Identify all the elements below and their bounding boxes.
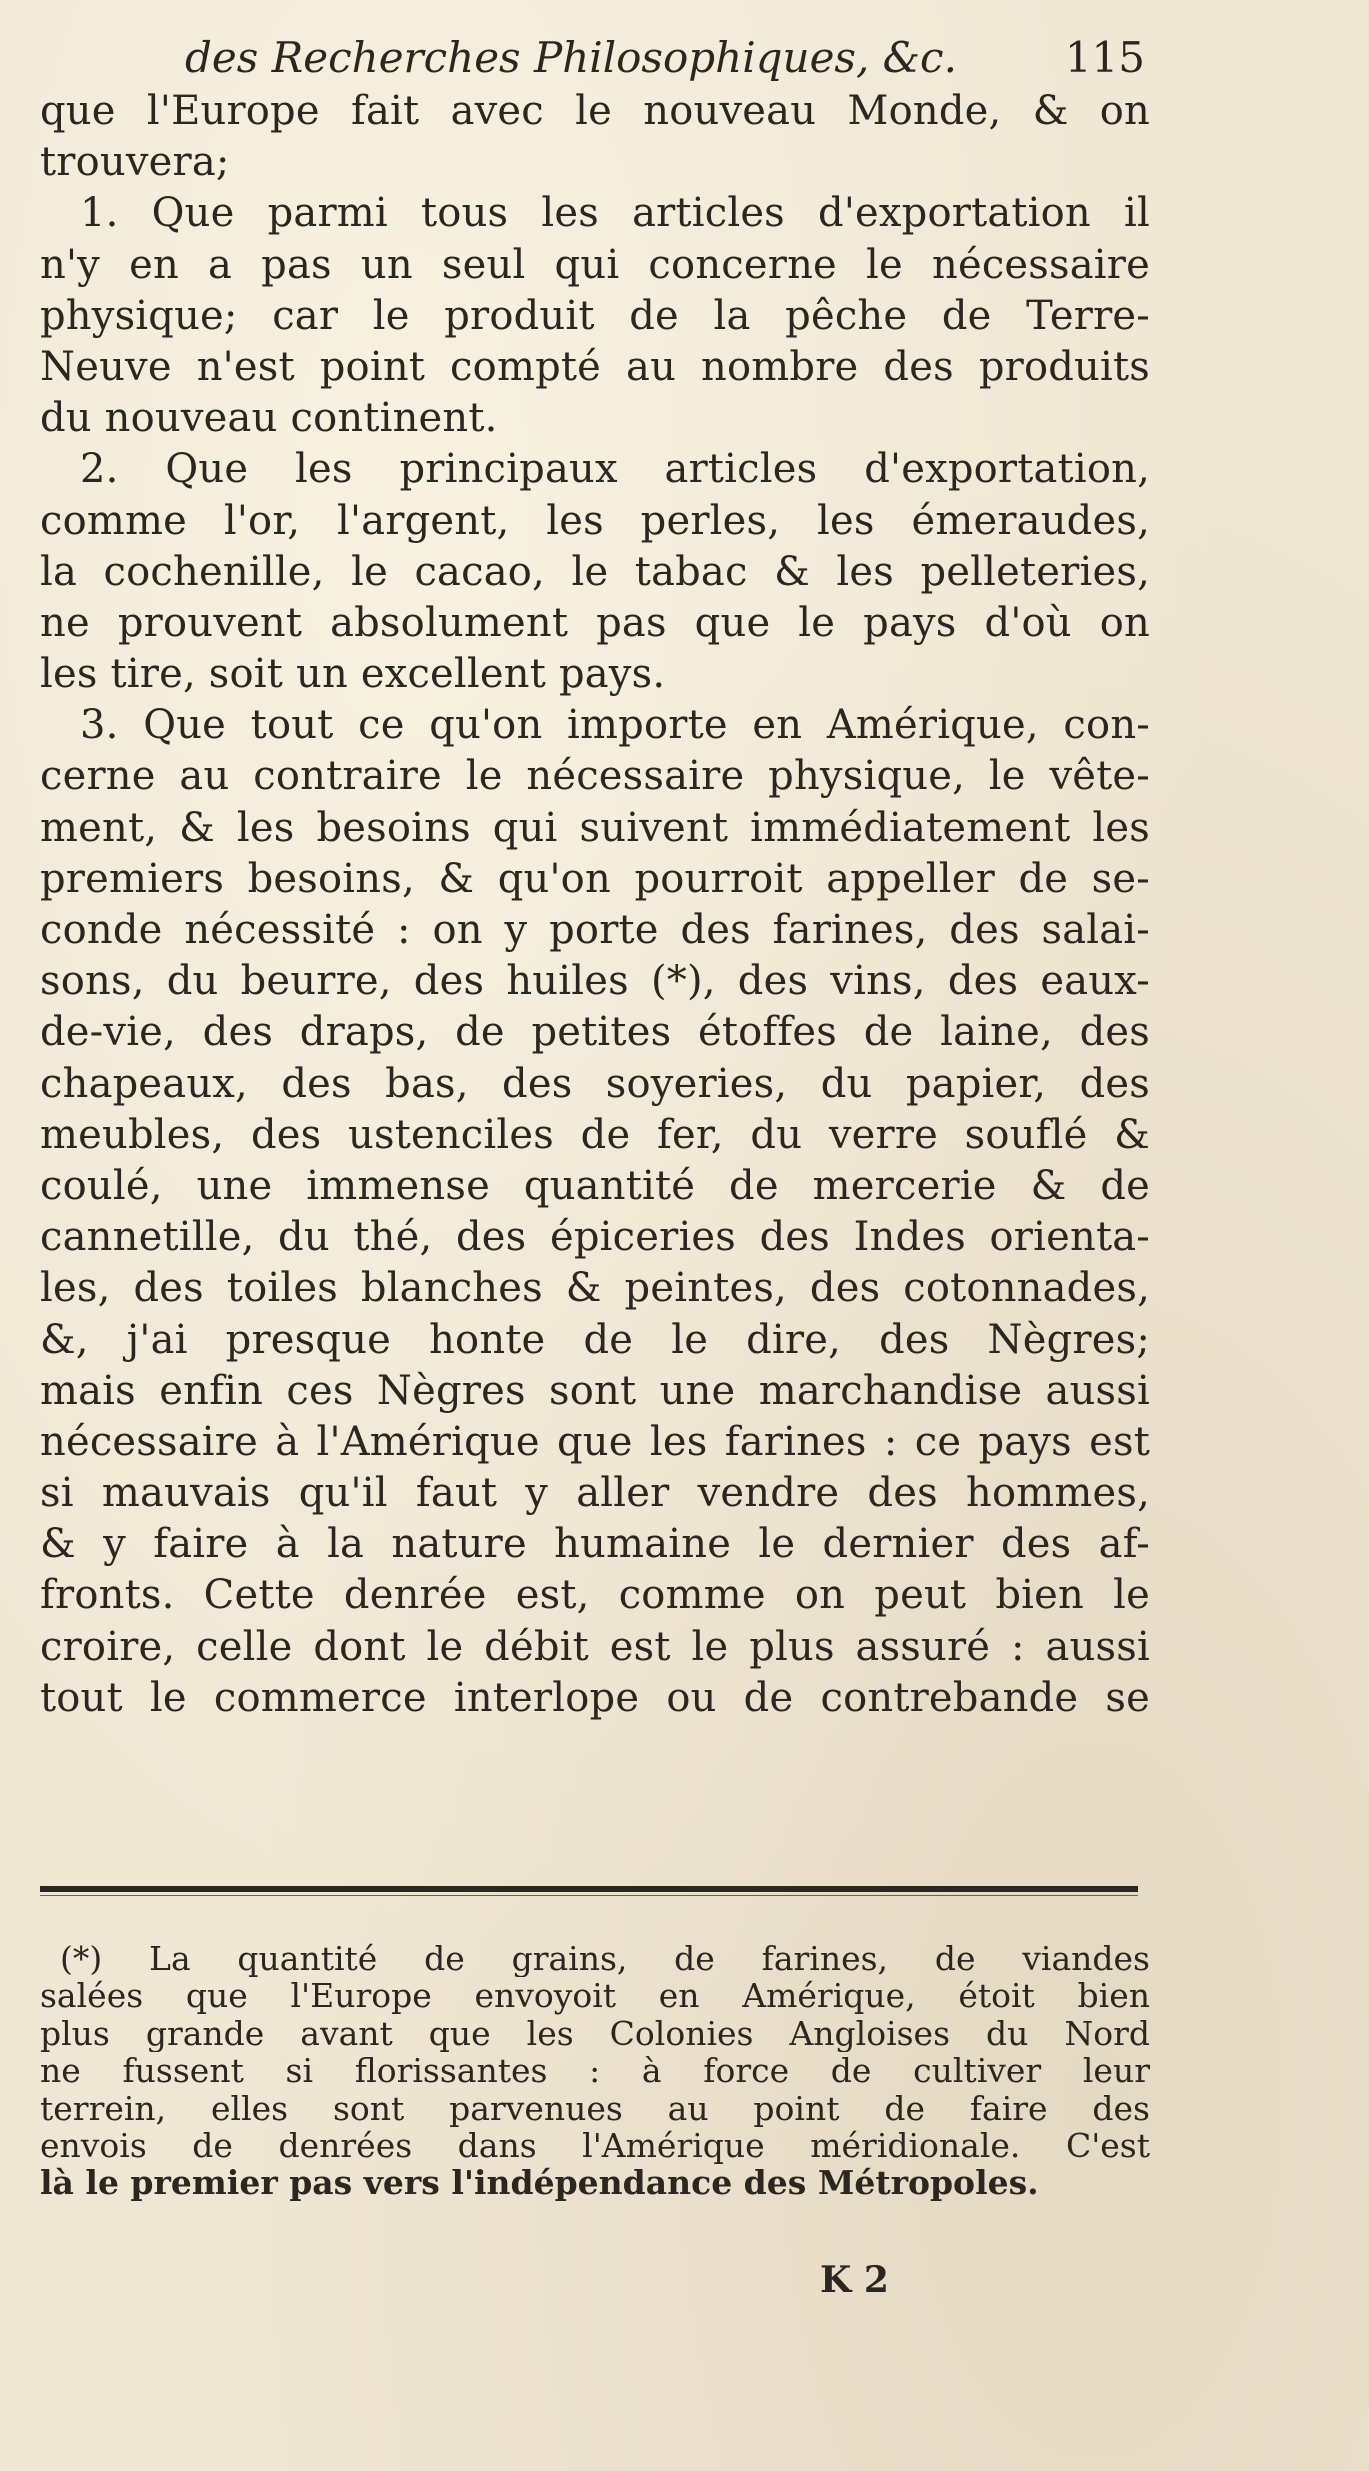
footnote-line: (*) La quantité de grains, de farines, de viandes xyxy=(60,1940,1150,1978)
text-line: ment, & les besoins qui suivent immédiatement les xyxy=(40,804,1150,851)
text-line: tout le commerce interlope ou de contrebande se xyxy=(40,1674,1150,1721)
footnote xyxy=(40,1940,1150,2202)
text-line: Neuve n'est point compté au nombre des produits xyxy=(40,343,1150,390)
signature-mark: K 2 xyxy=(820,2259,889,2301)
text-line: sons, du beurre, des huiles (*), des vins, des eaux- xyxy=(40,958,1150,1005)
text-line: mais enfin ces Nègres sont une marchandise aussi xyxy=(40,1367,1150,1414)
text-line: nécessaire à l'Amérique que les farines : ce pays est xyxy=(40,1418,1150,1465)
text-line: 3. Que tout ce qu'on importe en Amérique, con- xyxy=(80,702,1150,749)
text-line: &, j'ai presque honte de le dire, des Nègres; xyxy=(40,1316,1150,1363)
text-line: que l'Europe fait avec le nouveau Monde, & on xyxy=(40,88,1150,134)
text-line: 1. Que parmi tous les articles d'exportation il xyxy=(80,190,1150,237)
text-line: si mauvais qu'il faut y aller vendre des hommes, xyxy=(40,1470,1150,1517)
footnote-line: plus grande avant que les Colonies Angloises du Nord xyxy=(40,2014,1150,2053)
text-line: coulé, une immense quantité de mercerie & de xyxy=(40,1162,1150,1209)
footnote-line: terrein, elles sont parvenues au point de faire des xyxy=(40,2089,1150,2127)
text-line: cannetille, du thé, des épiceries des Indes orienta- xyxy=(40,1214,1150,1261)
text-line: cerne au contraire le nécessaire physique, le vête- xyxy=(40,753,1150,800)
text-line: conde nécessité : on y porte des farines, des salai- xyxy=(40,907,1150,953)
running-head xyxy=(185,28,1145,88)
body-text xyxy=(40,86,1150,1724)
text-line: croire, celle dont le débit est le plus assuré : aussi xyxy=(40,1623,1150,1670)
footnote-line: là le premier pas vers l'indépendance des Métropoles. xyxy=(40,2164,1039,2202)
text-line: trouvera; xyxy=(40,139,230,186)
text-line: fronts. Cette denrée est, comme on peut bien le xyxy=(40,1572,1150,1619)
text-line: les tire, soit un excellent pays. xyxy=(40,651,666,698)
text-line: chapeaux, des bas, des soyeries, du papier, des xyxy=(40,1060,1150,1107)
text-line: les, des toiles blanches & peintes, des cotonnades, xyxy=(40,1265,1150,1312)
text-line: physique; car le produit de la pêche de Terre- xyxy=(40,292,1150,339)
footnote-line: ne fussent si florissantes : à force de cultiver leur xyxy=(40,2052,1150,2090)
text-line: n'y en a pas un seul qui concerne le nécessaire xyxy=(40,241,1150,288)
text-line: comme l'or, l'argent, les perles, les émeraudes, xyxy=(40,497,1150,544)
text-line: la cochenille, le cacao, le tabac & les pelleteries, xyxy=(40,548,1150,595)
footnote-line: salées que l'Europe envoyoit en Amérique, étoit bien xyxy=(40,1977,1150,2015)
text-line: 2. Que les principaux articles d'exportation, xyxy=(80,446,1150,493)
text-line: & y faire à la nature humaine le dernier des af- xyxy=(40,1521,1150,1568)
text-line: du nouveau continent. xyxy=(40,395,498,442)
footnote-line: envois de denrées dans l'Amérique méridionale. C'est xyxy=(40,2126,1150,2165)
text-line: meubles, des ustenciles de fer, du verre souflé & xyxy=(40,1111,1150,1158)
running-head-title: des Recherches Philosophiques, &c. xyxy=(185,33,957,82)
footnote-rule-thin xyxy=(40,1895,1138,1896)
text-line: ne prouvent absolument pas que le pays d'où on xyxy=(40,599,1150,646)
text-line: premiers besoins, & qu'on pourroit appeller de se- xyxy=(40,855,1150,902)
text-line: de-vie, des draps, de petites étoffes de laine, des xyxy=(40,1009,1150,1056)
page-number: 115 xyxy=(1064,33,1145,82)
footnote-rule xyxy=(40,1886,1138,1892)
